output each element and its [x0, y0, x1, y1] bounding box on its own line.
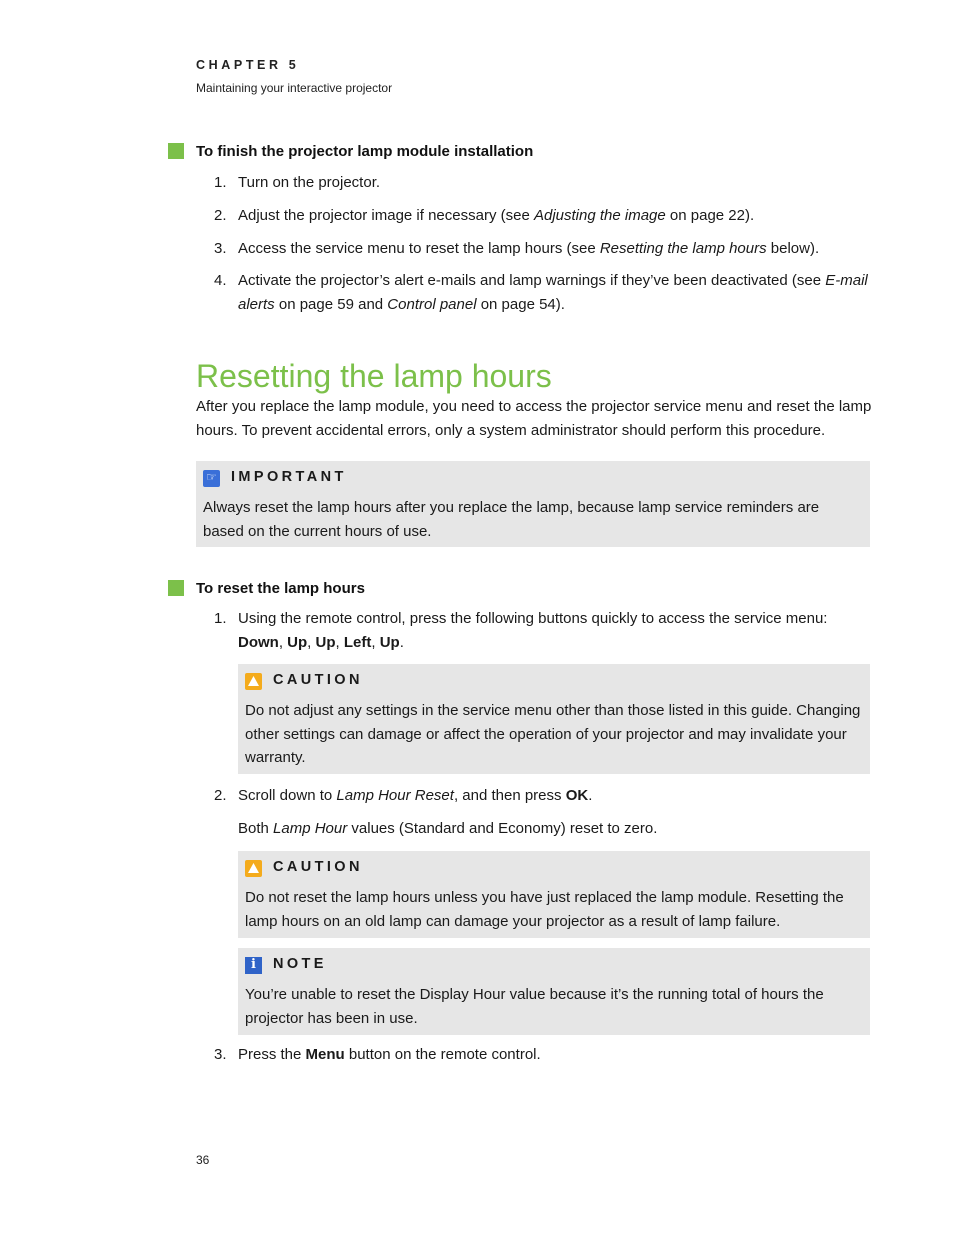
section-title: Resetting the lamp hours [196, 358, 552, 394]
step-text: Adjust the projector image if necessary (see Adjusting the image on page 22). [238, 207, 755, 224]
menu-item-name: Lamp Hour Reset [336, 787, 454, 804]
button-name: Up [287, 634, 308, 651]
step-number: 1. [214, 174, 227, 191]
pointing-hand-icon: ☞ [203, 470, 220, 487]
button-name: Menu [305, 1046, 345, 1063]
step-number: 3. [214, 240, 227, 257]
warning-triangle-icon [245, 860, 262, 877]
procedure-marker-icon [168, 143, 184, 159]
procedure-marker-icon [168, 580, 184, 596]
page-number: 36 [196, 1153, 210, 1167]
menu-item-name: Lamp Hour [273, 820, 348, 837]
chapter-label: CHAPTER 5 [196, 58, 300, 72]
callout-text: Do not adjust any settings in the service menu other than those listed in this guide. Changing other settings can damage or affect the operation of your projector and may invalidate your warranty. [245, 702, 861, 766]
step-text: Turn on the projector. [238, 174, 381, 191]
finish-procedure [168, 141, 868, 317]
button-name: Left [343, 634, 372, 651]
cross-reference-link[interactable]: Resetting the lamp hours [599, 240, 767, 257]
cross-reference-link[interactable]: E-mail alerts [238, 272, 868, 313]
callout-header [245, 858, 862, 878]
callout-label: CAUTION [273, 672, 363, 689]
callout-label: IMPORTANT [231, 469, 347, 486]
step-item [214, 607, 868, 774]
step-item [214, 204, 868, 228]
cross-reference-link[interactable]: Control panel [387, 296, 477, 313]
callout-text: Do not reset the lamp hours unless you have just replaced the lamp module. Resetting the lamp hours on an old lamp can damage your projector as a result of lamp failure. [245, 889, 844, 930]
step-number: 1. [214, 610, 227, 627]
procedure-heading [168, 578, 868, 598]
callout-label: CAUTION [273, 859, 363, 876]
step-item [214, 269, 868, 317]
button-name: Up [315, 634, 336, 651]
button-name: OK [565, 787, 589, 804]
button-name: Up [379, 634, 400, 651]
procedure-heading-text: To reset the lamp hours [196, 579, 365, 597]
step-number: 4. [214, 272, 227, 289]
note-callout [238, 948, 870, 1035]
button-name: Down [238, 634, 279, 651]
important-callout [196, 461, 870, 547]
step-text: Using the remote control, press the following buttons quickly to access the service menu: Down, Up, Up, Left, Up. CAUTION Do not adjust any settings in the service menu other than those listed in this guide. Changing other settings can damage or affect the operation of your projector and may invalidate your warranty. [238, 607, 870, 774]
reset-procedure [168, 578, 868, 1067]
callout-text: You’re unable to reset the Display Hour value because it’s the running total of hours the projector has been in use. [245, 986, 824, 1027]
chapter-subtitle: Maintaining your interactive projector [196, 81, 393, 95]
step-text: Scroll down to Lamp Hour Reset, and then press OK. Both Lamp Hour values (Standard and Economy) reset to zero. CAUTION Do not reset the lamp hours unless you have just replaced the lamp module. Resetting the lamp hours on an old lamp can damage your projector as a result of lamp failure. i NOTE You’re unable to reset the Display Hour value because it’s the running total of hours the projector has been in use. [238, 784, 870, 1035]
step-list [214, 607, 868, 1067]
procedure-heading [168, 141, 868, 161]
step-item [214, 1043, 868, 1067]
callout-label: NOTE [273, 956, 327, 973]
callout-text: Always reset the lamp hours after you replace the lamp, because lamp service reminders are based on the current hours of use. [203, 499, 820, 540]
step-number: 3. [214, 1046, 227, 1063]
cross-reference-link[interactable]: Adjusting the image [533, 207, 666, 224]
step-text: Activate the projector’s alert e-mails and lamp warnings if they’ve been deactivated (see E-mail alerts on page 59 and Control panel on page 54). [238, 272, 868, 313]
step-item [214, 237, 868, 261]
callout-header [245, 671, 862, 691]
warning-triangle-icon [245, 673, 262, 690]
step-number: 2. [214, 787, 227, 804]
step-text: Press the Menu button on the remote control. [238, 1046, 541, 1063]
step-list [214, 171, 868, 317]
caution-callout [238, 851, 870, 938]
procedure-heading-text: To finish the projector lamp module installation [196, 142, 534, 160]
step-text: Access the service menu to reset the lamp hours (see Resetting the lamp hours below). [238, 240, 820, 257]
callout-header [203, 468, 862, 488]
callout-header [245, 955, 862, 975]
caution-callout [238, 664, 870, 774]
step-item [214, 784, 868, 1035]
step-number: 2. [214, 207, 227, 224]
info-icon: i [245, 957, 262, 974]
section-intro: After you replace the lamp module, you need to access the projector service menu and reset the lamp hours. To prevent accidental errors, only a system administrator should perform this procedure. [196, 398, 872, 439]
step-item [214, 171, 868, 195]
